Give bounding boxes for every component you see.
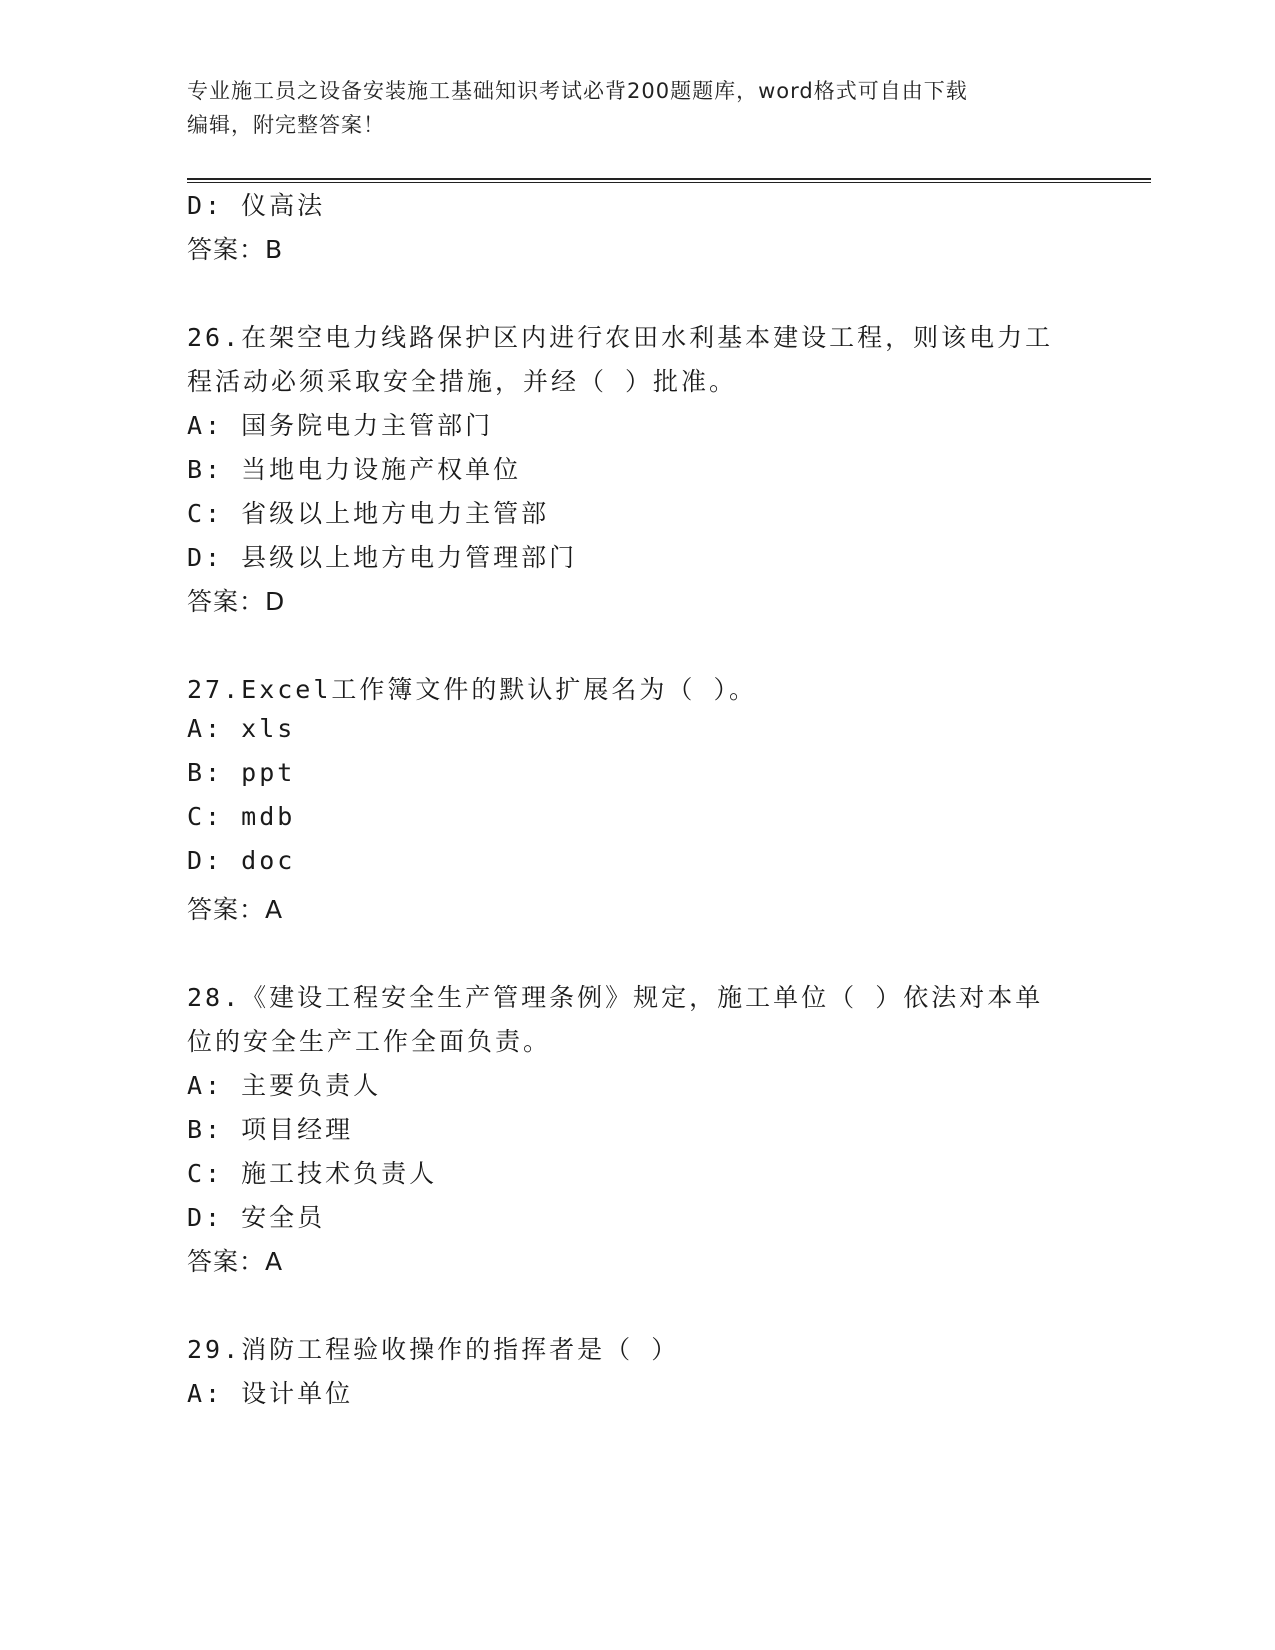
q26-option-a: A: 国务院电力主管部门: [187, 411, 494, 440]
q27-option-d: D: doc: [187, 846, 296, 875]
header-title-line-1: 专业施工员之设备安装施工基础知识考试必背200题题库，word格式可自由下载: [187, 79, 968, 103]
prev-option-d: D: 仪高法: [187, 191, 326, 220]
q27-option-a: A: xls: [187, 714, 296, 743]
header-title-line-2: 编辑，附完整答案！: [187, 113, 385, 137]
q28-option-a: A: 主要负责人: [187, 1071, 382, 1100]
header-divider: [187, 178, 1151, 183]
q28-text-line-2: 位的安全生产工作全面负责。: [187, 1027, 552, 1056]
q26-option-d: D: 县级以上地方电力管理部门: [187, 543, 578, 572]
q27-text-line-1: 27.Excel工作簿文件的默认扩展名为（ ）。: [187, 675, 757, 704]
q28-text-line-1: 28.《建设工程安全生产管理条例》规定，施工单位（ ）依法对本单: [187, 983, 1044, 1012]
q26-text-line-2: 程活动必须采取安全措施，并经（ ）批准。: [187, 367, 738, 396]
q27-answer: 答案：A: [187, 895, 284, 924]
q28-option-c: C: 施工技术负责人: [187, 1159, 438, 1188]
q28-answer: 答案：A: [187, 1247, 284, 1276]
q28-option-d: D: 安全员: [187, 1203, 326, 1232]
q26-option-b: B: 当地电力设施产权单位: [187, 455, 522, 484]
q28-option-b: B: 项目经理: [187, 1115, 354, 1144]
q29-option-a: A: 设计单位: [187, 1379, 354, 1408]
q27-option-b: B: ppt: [187, 758, 296, 787]
q29-text-line-1: 29.消防工程验收操作的指挥者是（ ）: [187, 1335, 680, 1364]
document-header: [187, 74, 1087, 142]
q26-option-c: C: 省级以上地方电力主管部: [187, 499, 550, 528]
q27-option-c: C: mdb: [187, 802, 296, 831]
q26-answer: 答案：D: [187, 587, 286, 616]
prev-answer: 答案：B: [187, 235, 284, 264]
q26-text-line-1: 26.在架空电力线路保护区内进行农田水利基本建设工程，则该电力工: [187, 323, 1054, 352]
